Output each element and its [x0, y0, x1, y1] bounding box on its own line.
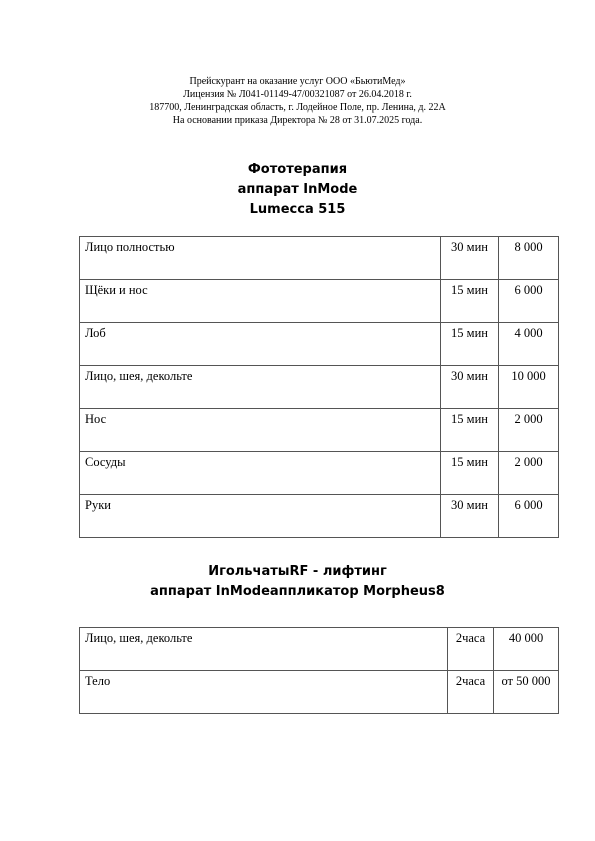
- service-price: 10 000: [499, 366, 559, 409]
- section-title-line: аппарат InModeаппликатор Morpheus8: [150, 584, 445, 599]
- service-name: Лицо, шея, декольте: [80, 628, 448, 671]
- table-row: [80, 452, 559, 495]
- table-row: [80, 628, 559, 671]
- section-title-line: аппарат InMode: [237, 182, 358, 197]
- service-duration: 2часа: [448, 628, 494, 671]
- service-duration: 30 мин: [441, 237, 499, 280]
- service-duration: 30 мин: [441, 495, 499, 538]
- table-row: [80, 366, 559, 409]
- service-price: от 50 000: [494, 671, 559, 714]
- section-title-line: ИгольчатыRF - лифтинг: [208, 564, 387, 579]
- header-license: Лицензия № Л041-01149-47/00321087 от 26.04.2018 г.: [183, 89, 412, 100]
- service-price: 2 000: [499, 409, 559, 452]
- section-title-line: Lumecca 515: [249, 202, 346, 217]
- service-name: Лоб: [80, 323, 441, 366]
- service-duration: 2часа: [448, 671, 494, 714]
- table-row: [80, 237, 559, 280]
- service-name: Тело: [80, 671, 448, 714]
- service-duration: 15 мин: [441, 452, 499, 495]
- phototherapy-price-table: [79, 236, 559, 538]
- section-title-phototherapy: [0, 160, 595, 220]
- service-duration: 15 мин: [441, 280, 499, 323]
- rf-lifting-price-table: [79, 627, 559, 714]
- service-price: 40 000: [494, 628, 559, 671]
- table-row: [80, 280, 559, 323]
- service-price: 4 000: [499, 323, 559, 366]
- service-name: Лицо полностью: [80, 237, 441, 280]
- service-name: Лицо, шея, декольте: [80, 366, 441, 409]
- service-name: Щёки и нос: [80, 280, 441, 323]
- service-price: 2 000: [499, 452, 559, 495]
- section-title-line: Фототерапия: [247, 162, 348, 177]
- service-name: Руки: [80, 495, 441, 538]
- service-duration: 15 мин: [441, 323, 499, 366]
- header-order: На основании приказа Директора № 28 от 31.07.2025 года.: [172, 115, 423, 126]
- document-header: [0, 75, 595, 127]
- service-price: 6 000: [499, 495, 559, 538]
- service-name: Нос: [80, 409, 441, 452]
- header-title: Прейскурант на оказание услуг ООО «БьютиМед»: [189, 76, 406, 87]
- service-name: Сосуды: [80, 452, 441, 495]
- service-price: 6 000: [499, 280, 559, 323]
- table-row: [80, 495, 559, 538]
- table-row: [80, 409, 559, 452]
- service-price: 8 000: [499, 237, 559, 280]
- service-duration: 15 мин: [441, 409, 499, 452]
- service-duration: 30 мин: [441, 366, 499, 409]
- table-row: [80, 323, 559, 366]
- table-row: [80, 671, 559, 714]
- header-address: 187700, Ленинградская область, г. Лодейное Поле, пр. Ленина, д. 22А: [149, 102, 446, 113]
- section-title-rf-lifting: [0, 562, 595, 602]
